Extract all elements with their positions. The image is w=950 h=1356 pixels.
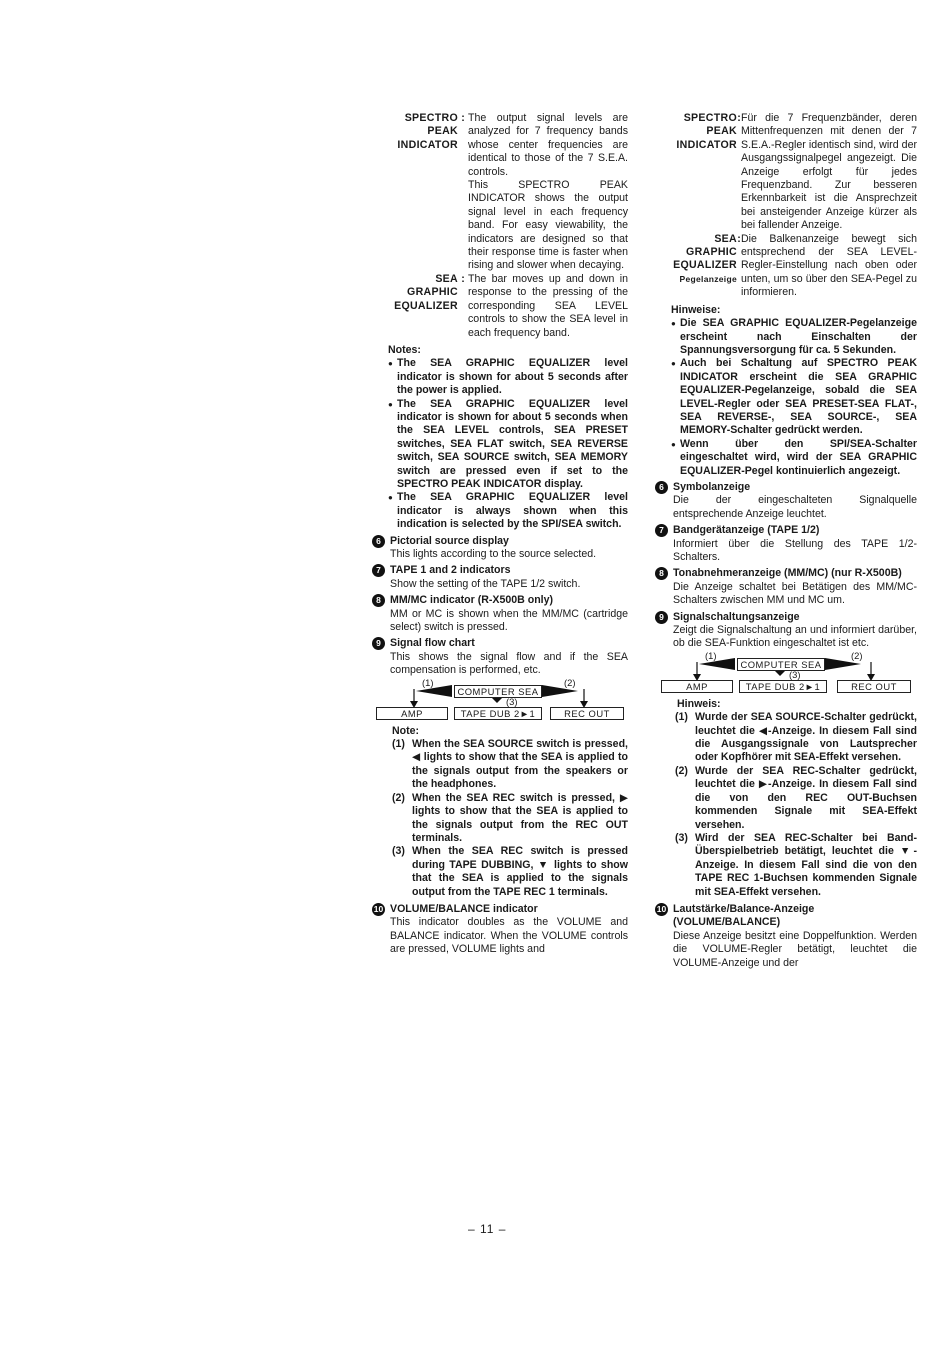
flow-label-3: (3) — [789, 668, 801, 680]
spectro-peak-indicator-entry: SPECTRO PEAK INDICATOR : Für die 7 Frequenzbänder, deren Mittenfrequenzen mit denen der 7 S.E.A.-Regler identisch sind, wird der Ausgangssignalpegel angezeigt. Die Anzeige erfolgt für jedes Frequenzband. Zur besseren Erkennbarkeit ist die Ansprechzeit bei ansteigender Anzeige kürzer als bei fallender Anzeige. — [655, 112, 917, 233]
section-body: Die der eingeschalteten Signalquelle entsprechende Anzeige leuchtet. — [673, 494, 917, 520]
notes-list — [655, 317, 917, 478]
term-label: SPECTRO PEAK INDICATOR — [676, 112, 737, 151]
notes-heading: Notes: — [388, 343, 421, 356]
section-body: Die Anzeige schaltet bei Betätigen des MM/MC-Schalters zwischen MM und MC um. — [673, 580, 917, 607]
item-number-badge: 6 — [372, 535, 385, 548]
flow-label-1: (1) — [705, 649, 717, 661]
german-column — [655, 112, 917, 970]
flow-notes-list — [655, 711, 917, 899]
term-description: Die Balkenanzeige bewegt sich entsprechend der SEA LEVEL-Regler-Einstellung nach oben oder unten, um so über den SEA-Pegel zu informieren. — [741, 232, 917, 299]
item-number-badge: 8 — [655, 567, 668, 580]
notes-list — [372, 357, 628, 531]
term-label: SPECTRO PEAK INDICATOR — [397, 112, 458, 151]
english-column — [372, 112, 628, 957]
sea-graphic-equalizer-entry: SEA GRAPHIC EQUALIZER Pegelanzeige : Die Balkenanzeige bewegt sich entsprechend der SEA LEVEL-Regler-Einstellung nach oben oder unten, um so über den SEA-Pegel zu informieren. — [655, 233, 917, 300]
section-10 — [655, 903, 917, 970]
section-body: MM or MC is shown when the MM/MC (cartridge select) switch is pressed. — [390, 607, 628, 634]
section-8 — [655, 567, 917, 607]
item-number-badge: 7 — [655, 524, 668, 537]
section-10 — [372, 903, 628, 957]
flow-label-2: (2) — [564, 676, 576, 688]
section-title: MM/MC indicator (R-X500B only) — [390, 594, 554, 607]
section-title: Signal flow chart — [390, 637, 475, 650]
page-number: – 11 – — [468, 1222, 507, 1236]
section-title: Signalschaltungsanzeige — [673, 610, 800, 623]
rec-out-box: REC OUT — [550, 707, 624, 720]
rec-out-box: REC OUT — [837, 680, 911, 693]
tape-dub-box: TAPE DUB 2►1 — [454, 707, 542, 720]
section-body: This shows the signal flow and if the SEA compensation is performed, etc. — [390, 650, 628, 677]
list-item: (3) Wird der SEA REC-Schalter bei Band-Überspielbetrieb betätigt, leuchtet die ▼-Anzeige. In diesem Fall sind die von den TAPE REC 1-Buchsen kommenden Signale mit SEA-Effekt versehen. — [675, 831, 917, 898]
signal-flow-chart — [655, 649, 917, 694]
list-item: ● Die SEA GRAPHIC EQUALIZER-Pegelanzeige erscheint nach Einschalten der Spannungsversorgung für ca. 5 Sekunden. — [671, 317, 917, 357]
section-7 — [372, 564, 628, 591]
item-number-badge: 7 — [372, 564, 385, 577]
note-heading: Note: — [392, 724, 420, 737]
list-item: ● The SEA GRAPHIC EQUALIZER level indicator is shown for about 5 seconds when the SEA LEVEL controls, SEA PRESET switches, SEA FLAT switch, SEA REVERSE switch, SEA SOURCE switch, SEA MEMORY switch are pressed even if set to the SPECTRO PEAK INDICATOR display. — [388, 398, 628, 492]
section-title: VOLUME/BALANCE indicator — [390, 902, 538, 915]
section-title: Lautstärke/Balance-Anzeige (VOLUME/BALANCE) — [673, 902, 815, 929]
flow-label-2: (2) — [851, 649, 863, 661]
section-6 — [655, 481, 917, 521]
notes-heading: Hinweise: — [671, 303, 721, 316]
list-item: (2) Wurde der SEA REC-Schalter gedrückt, leuchtet die ▶-Anzeige. In diesem Fall sind die von den REC OUT-Buchsen kommenden Signale mit SEA-Effekt versehen. — [675, 764, 917, 831]
list-item: (1) Wurde der SEA SOURCE-Schalter gedrückt, leuchtet die ◀-Anzeige. In diesem Fall sind die Ausgangssignale von Lautsprecher oder Kopfhörer mit SEA-Effekt versehen. — [675, 711, 917, 764]
sea-graphic-equalizer-entry: SEA GRAPHIC EQUALIZER : The bar moves up and down in response to the pressing of the corresponding SEA LEVEL controls to show the SEA level in each frequency band. — [372, 273, 628, 340]
amp-box: AMP — [376, 707, 448, 720]
list-item: ● Wenn über den SPI/SEA-Schalter eingeschaltet wird, wird der SEA GRAPHIC EQUALIZER-Pegel kontinuierlich angezeigt. — [671, 438, 917, 478]
list-item: (1) When the SEA SOURCE switch is pressed, ◀ lights to show that the SEA is applied to the signals output from the speakers or the headphones. — [392, 738, 628, 791]
item-number-badge: 9 — [655, 611, 668, 624]
item-number-badge: 8 — [372, 594, 385, 607]
section-title: TAPE 1 and 2 indicators — [390, 564, 511, 577]
section-title: Symbolanzeige — [673, 480, 751, 493]
term-description: The bar moves up and down in response to the pressing of the corresponding SEA LEVEL controls to show the SEA level in each frequency band. — [468, 272, 628, 339]
section-body: Diese Anzeige besitzt eine Doppelfunktion. Werden die VOLUME-Regler betätigt, leuchtet die VOLUME-Anzeige und der — [673, 929, 917, 969]
item-number-badge: 10 — [656, 903, 667, 914]
section-title: Tonabnehmeranzeige (MM/MC) (nur R-X500B) — [673, 567, 902, 580]
term-label: SEA GRAPHIC EQUALIZER — [394, 272, 458, 312]
item-number-badge: 10 — [373, 903, 384, 914]
note-heading: Hinweis: — [677, 697, 721, 710]
section-body: Show the setting of the TAPE 1/2 switch. — [390, 577, 581, 590]
term-description: The output signal levels are analyzed for 7 frequency bands whose center frequencies are identical to those of the 7 S.E.A. controls. This SPECTRO PEAK INDICATOR shows the output signal level in each frequency band. For easy viewability, the indicators are designed so that their response time is faster when rising and slower when decaying. — [468, 112, 628, 272]
item-number-badge: 6 — [655, 481, 668, 494]
section-body: This lights according to the source selected. — [390, 548, 597, 560]
section-body: Informiert über die Stellung des TAPE 1/2-Schalters. — [673, 537, 917, 563]
list-item: ● Auch bei Schaltung auf SPECTRO PEAK INDICATOR erscheint die SEA GRAPHIC EQUALIZER-Pegelanzeige, sobald die SEA LEVEL-Regler oder SEA PRESET-SEA FLAT-, SEA REVERSE-, SEA SOURCE-, SEA MEMORY-Schalter gedrückt werden. — [671, 357, 917, 437]
section-6 — [372, 535, 628, 562]
flow-label-3: (3) — [506, 695, 518, 707]
computer-sea-box: COMPUTER SEA — [454, 685, 542, 698]
section-title: Bandgerätanzeige (TAPE 1/2) — [673, 524, 820, 537]
signal-flow-chart — [372, 676, 628, 721]
term-description: Für die 7 Frequenzbänder, deren Mittenfrequenzen mit denen der 7 S.E.A.-Regler identisch sind, wird der Ausgangssignalpegel angezeigt. Die Anzeige erfolgt für jedes Frequenzband. Zur besseren Erkennbarkeit ist die Ansprechzeit bei ansteigender Anzeige kürzer als bei fallender Anzeige. — [741, 112, 917, 232]
amp-box: AMP — [661, 680, 733, 693]
section-body: This indicator doubles as the VOLUME and BALANCE indicator. When the VOLUME controls are pressed, VOLUME lights and — [390, 916, 628, 956]
flow-notes-list — [372, 738, 628, 899]
list-item: (3) When the SEA REC switch is pressed during TAPE DUBBING, ▼ lights to show that the SEA is applied to the signals output from the TAPE REC 1 terminals. — [392, 845, 628, 898]
list-item: (2) When the SEA REC switch is pressed, ▶ lights to show that the SEA is applied to the signals output from the REC OUT terminals. — [392, 791, 628, 844]
flow-label-1: (1) — [422, 676, 434, 688]
tape-dub-box: TAPE DUB 2►1 — [739, 680, 827, 693]
section-7 — [655, 524, 917, 564]
list-item: ● The SEA GRAPHIC EQUALIZER level indicator is shown for about 5 seconds after the power is applied. — [388, 357, 628, 397]
section-8 — [372, 594, 628, 634]
term-sublabel: Pegelanzeige — [679, 273, 737, 284]
item-number-badge: 9 — [372, 637, 385, 650]
section-body: Zeigt die Signalschaltung an und informiert darüber, ob die SEA-Funktion eingeschaltet ist etc. — [673, 624, 917, 650]
section-title: Pictorial source display — [390, 534, 509, 547]
section-9 — [655, 611, 917, 651]
list-item: ● The SEA GRAPHIC EQUALIZER level indicator is always shown when this indication is selected by the SPI/SEA switch. — [388, 491, 628, 531]
spectro-peak-indicator-entry: SPECTRO PEAK INDICATOR : The output signal levels are analyzed for 7 frequency bands whose center frequencies are identical to those of the 7 S.E.A. controls. This SPECTRO PEAK INDICATOR shows the output signal level in each frequency band. For easy viewability, the indicators are designed so that their response time is faster when rising and slower when decaying. — [372, 112, 628, 273]
term-label: SEA GRAPHIC EQUALIZER Pegelanzeige — [673, 232, 737, 284]
section-9 — [372, 637, 628, 677]
computer-sea-box: COMPUTER SEA — [737, 658, 825, 671]
